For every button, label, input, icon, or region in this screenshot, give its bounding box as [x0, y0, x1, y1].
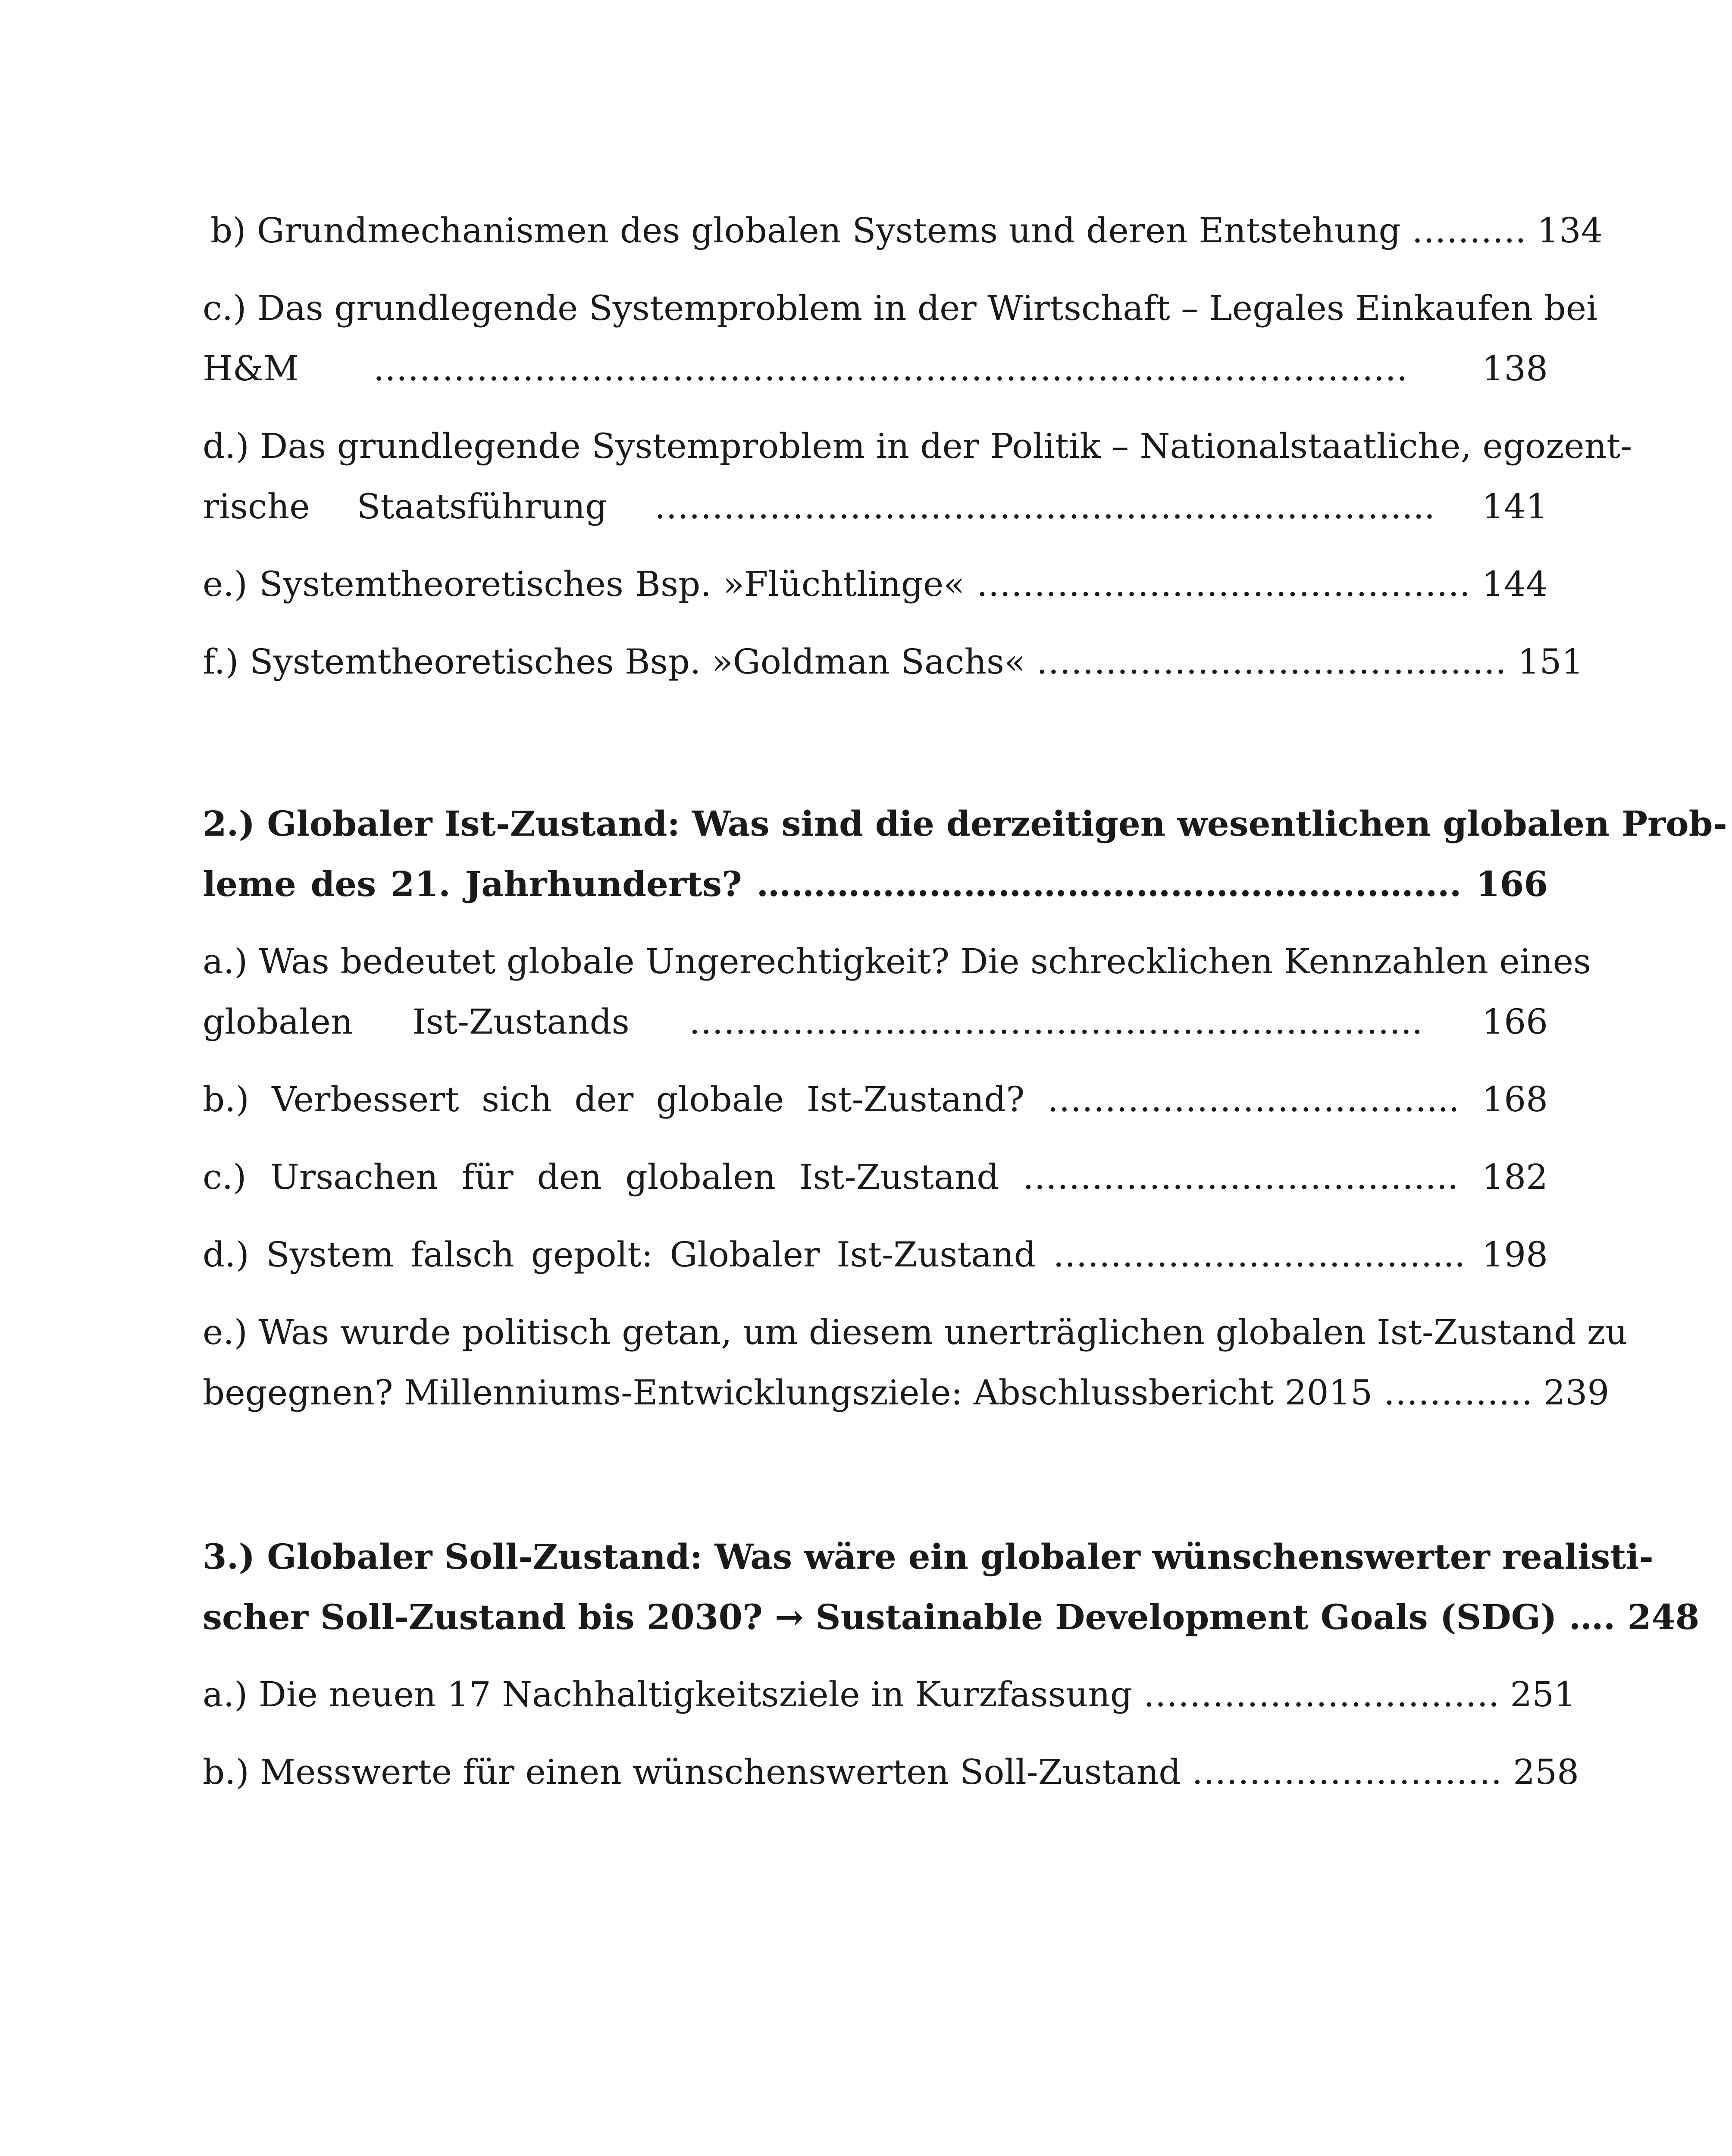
- toc-entry-2a-line2: globalen Ist-Zustands ………………..…………………………………….. 166: [203, 1002, 1548, 1042]
- toc-section-2-line1: 2.) Globaler Ist-Zustand: Was sind die derzeitigen wesentlichen globalen Prob-: [203, 803, 1727, 844]
- toc-entry-1e: e.) Systemtheoretisches Bsp. »Flüchtlinge« ……………………………………. 144: [203, 564, 1548, 604]
- toc-section-3-line2: scher Soll-Zustand bis 2030? → Sustainable Development Goals (SDG) …. 248: [203, 1597, 1700, 1637]
- toc-entry-3b: b.) Messwerte für einen wünschenswerten Soll-Zustand ……………………… 258: [203, 1752, 1579, 1792]
- toc-entry-2b: b.) Verbessert sich der globale Ist-Zustand? ……………………………... 168: [203, 1079, 1548, 1119]
- toc-entry-1c-line1: c.) Das grundlegende Systemproblem in der Wirtschaft – Legales Einkaufen bei: [203, 288, 1597, 328]
- toc-entry-2e-line2: begegnen? Millenniums-Entwicklungsziele: Abschlussbericht 2015 …………. 239: [203, 1373, 1610, 1413]
- toc-entry-3a: a.) Die neuen 17 Nachhaltigkeitsziele in Kurzfassung …………………………. 251: [203, 1674, 1576, 1714]
- toc-section-2-line2: leme des 21. Jahrhunderts? ……………………………………………...….... 166: [203, 864, 1548, 904]
- toc-entry-1d-line1: d.) Das grundlegende Systemproblem in der Politik – Nationalstaatliche, egozent-: [203, 426, 1632, 466]
- toc-entry-2c: c.) Ursachen für den globalen Ist-Zustand ……………………………….. 182: [203, 1157, 1548, 1197]
- toc-entry-2e-line1: e.) Was wurde politisch getan, um diesem unerträglichen globalen Ist-Zustand zu: [203, 1312, 1628, 1352]
- toc-page: [203, 0, 1727, 2156]
- toc-entry-1b: b) Grundmechanismen des globalen Systems und deren Entstehung ………. 134: [210, 210, 1603, 251]
- toc-section-3-line1: 3.) Globaler Soll-Zustand: Was wäre ein globaler wünschenswerter realisti-: [203, 1536, 1654, 1577]
- toc-entry-1f: f.) Systemtheoretisches Bsp. »Goldman Sachs« ………………………………..… 151: [203, 642, 1584, 682]
- toc-entry-1d-line2: rische Staatsführung ………………………………………………………….. 141: [203, 486, 1548, 526]
- toc-entry-2a-line1: a.) Was bedeutet globale Ungerechtigkeit? Die schrecklichen Kennzahlen eines: [203, 941, 1591, 981]
- toc-entry-2d: d.) System falsch gepolt: Globaler Ist-Zustand ……………………………... 198: [203, 1235, 1548, 1275]
- toc-entry-1c-line2: H&M ……………………………………………………………………………… 138: [203, 348, 1548, 389]
